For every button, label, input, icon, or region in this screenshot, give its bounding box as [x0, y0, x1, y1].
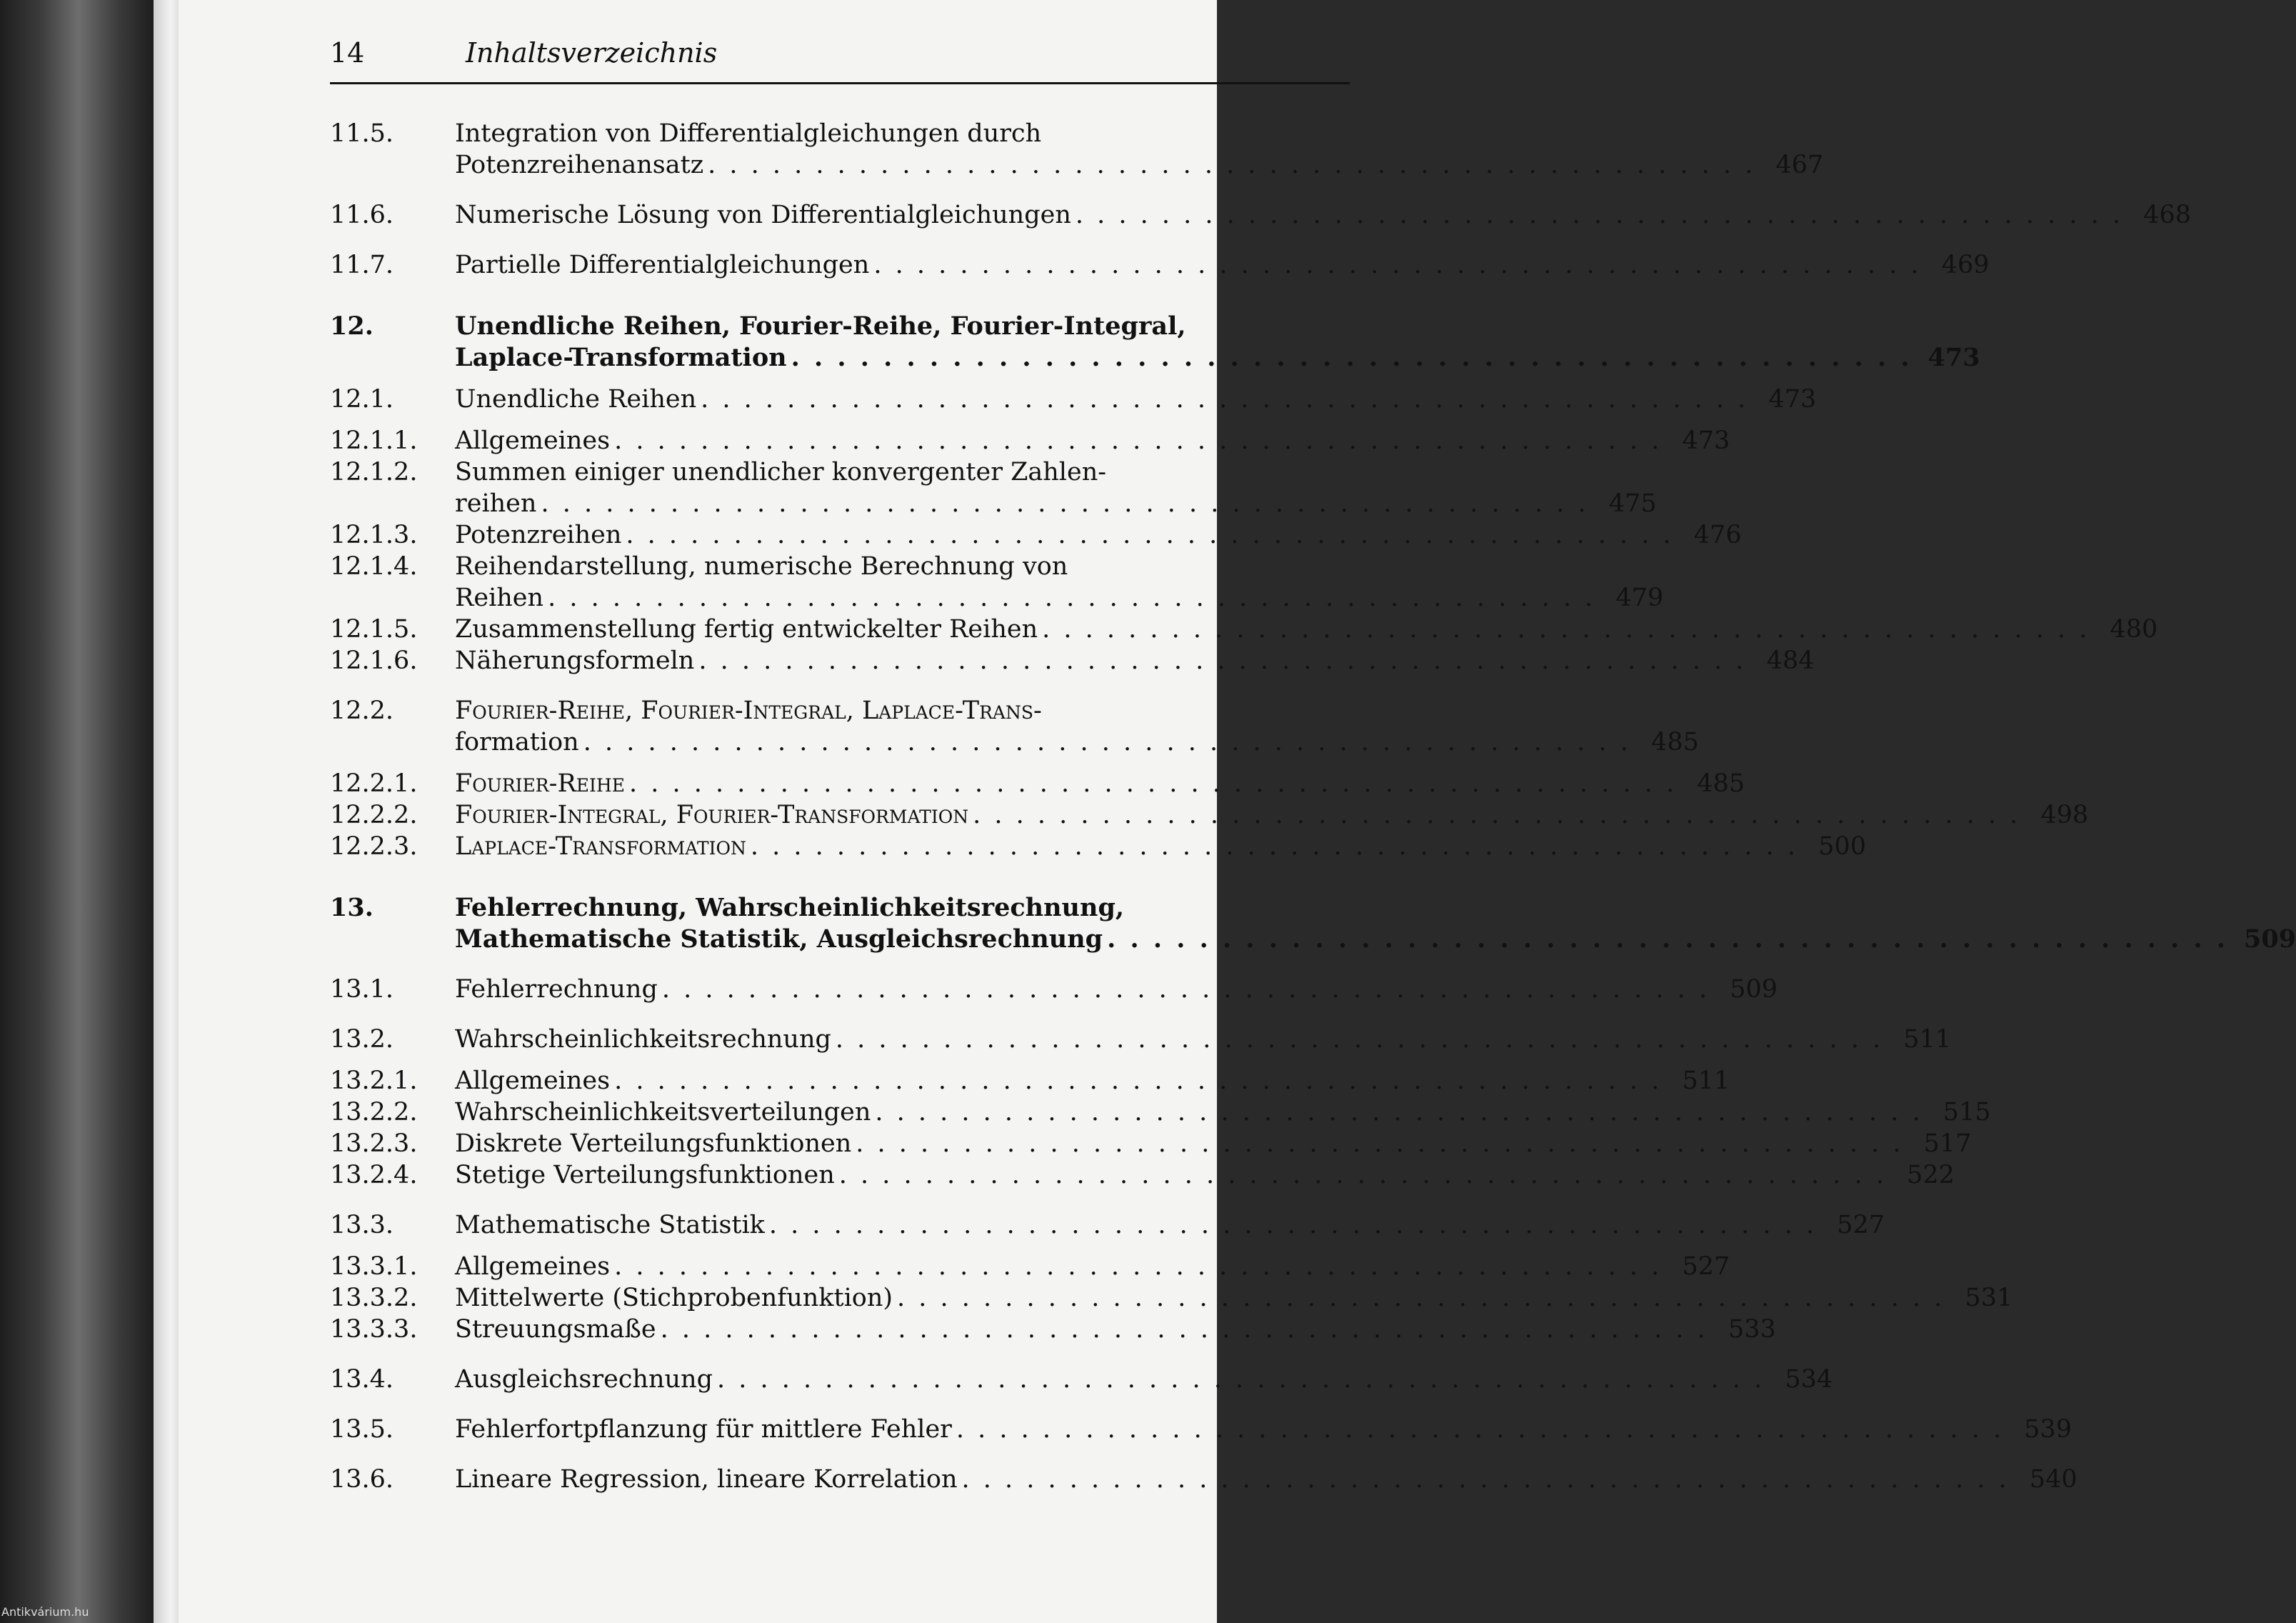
entry-number: 12.1.1.	[330, 426, 418, 455]
entry-title-line-1: Reihendarstellung, numerische Berechnung von	[455, 552, 1068, 581]
entry-number: 13.3.1.	[330, 1252, 418, 1281]
entry-number: 12.2.	[330, 696, 394, 725]
toc-entry-13-6[interactable]	[330, 1464, 2077, 1495]
toc-entry-13-2-1[interactable]	[330, 1065, 1730, 1097]
entry-title-text: Stetige Verteilungsfunktionen	[455, 1161, 835, 1189]
entry-number: 12.1.3.	[330, 521, 418, 549]
entry-title-line-1: Unendliche Reihen, Fourier-Reihe, Fourier-Integral,	[455, 311, 1186, 341]
dot-leader	[625, 768, 1677, 799]
entry-title-text: Unendliche Reihen	[455, 385, 697, 414]
dot-leader	[765, 1209, 1817, 1241]
dot-leader	[1038, 614, 2090, 645]
entry-title	[455, 974, 1710, 1005]
dot-leader	[869, 249, 1921, 281]
entry-title-text: Potenzreihen	[455, 521, 622, 549]
dot-leader	[658, 974, 1710, 1005]
entry-title-line-2: Potenzreihenansatz	[455, 151, 704, 179]
book-spine	[0, 0, 157, 1623]
entry-number: 11.5.	[330, 119, 394, 148]
entry-number: 12.2.1.	[330, 769, 418, 798]
toc-entry-12-2-3[interactable]	[330, 831, 1867, 862]
entry-title-line-2: Reihen	[455, 584, 544, 612]
entry-title	[455, 1209, 1817, 1241]
entry-title	[455, 892, 2228, 955]
toc-entry-12-1-6[interactable]	[330, 645, 1815, 676]
dot-leader	[536, 488, 1588, 519]
entry-title-text: Ausgleichsrechnung	[455, 1365, 713, 1394]
entry-number: 13.1.	[330, 975, 394, 1004]
entry-page: 484	[1766, 646, 1815, 675]
entry-title-text: Allgemeines	[455, 1067, 611, 1095]
toc-entry-13-2[interactable]	[330, 1024, 1952, 1055]
toc-entry-13-5[interactable]	[330, 1414, 2072, 1445]
entry-number: 12.	[330, 311, 374, 341]
entry-title-text: Wahrscheinlichkeitsverteilungen	[455, 1098, 871, 1127]
toc-entry-13-3-3[interactable]	[330, 1314, 1776, 1345]
entry-page: 531	[1965, 1284, 2013, 1312]
dot-leader	[543, 582, 1595, 614]
toc-entry-12-1-2[interactable]	[330, 456, 1657, 519]
entry-page: 473	[1768, 385, 1817, 414]
entry-number: 12.1.5.	[330, 615, 418, 644]
entry-title-text: Fourier-Reihe	[455, 769, 625, 798]
dot-leader	[1071, 199, 2123, 231]
entry-title	[455, 1364, 1765, 1395]
dot-leader	[703, 149, 1755, 181]
entry-page: 467	[1775, 151, 1824, 179]
entry-title	[455, 551, 1595, 614]
entry-page: 534	[1785, 1365, 1833, 1394]
entry-title	[455, 519, 1674, 551]
entry-page: 473	[1927, 343, 1980, 372]
entry-title	[455, 199, 2123, 231]
page-edge	[154, 0, 182, 1623]
toc-entry-11-6[interactable]	[330, 199, 2192, 231]
entry-title	[455, 384, 1748, 415]
entry-title-line-1: Summen einiger unendlicher konvergenter Zahlen-	[455, 458, 1107, 486]
entry-title-text: Partielle Differentialgleichungen	[455, 251, 870, 279]
entry-page: 500	[1818, 832, 1867, 861]
page-number: 14	[330, 37, 365, 69]
watermark: Antikvárium.hu	[1, 1605, 89, 1619]
entry-title	[455, 249, 1922, 281]
book-page	[179, 0, 2296, 1623]
entry-page: 485	[1697, 769, 1745, 798]
dot-leader	[958, 1464, 2010, 1495]
entry-title-text: Allgemeines	[455, 1252, 611, 1281]
entry-title	[455, 695, 1631, 758]
entry-number: 13.	[330, 893, 374, 922]
entry-title-text: Zusammenstellung fertig entwickelter Reihen	[455, 615, 1038, 644]
entry-number: 13.2.	[330, 1025, 394, 1054]
entry-title-line-2: formation	[455, 728, 579, 756]
entry-number: 12.1.	[330, 385, 394, 414]
dot-leader	[787, 342, 1913, 374]
entry-title-text: Fehlerfortpflanzung für mittlere Fehler	[455, 1415, 952, 1444]
dot-leader	[952, 1414, 2004, 1445]
entry-page: 527	[1682, 1252, 1730, 1281]
toc-entry-13-2-3[interactable]	[330, 1128, 1972, 1159]
entry-title-line-2: Laplace-Transformation	[455, 343, 787, 372]
toc-entry-12-1-4[interactable]	[330, 551, 1664, 614]
entry-page: 515	[1942, 1098, 1991, 1127]
entry-page: 539	[2024, 1415, 2072, 1444]
toc-entry-12-2-1[interactable]	[330, 768, 1745, 799]
entry-title-text: Laplace-Transformation	[455, 832, 746, 861]
entry-number: 12.1.6.	[330, 646, 418, 675]
dot-leader	[579, 726, 1631, 758]
entry-page: 522	[1907, 1161, 1955, 1189]
entry-number: 13.5.	[330, 1415, 394, 1444]
entry-title	[455, 1159, 1887, 1191]
entry-title-text: Diskrete Verteilungsfunktionen	[455, 1129, 852, 1158]
entry-number: 12.1.2.	[330, 458, 418, 486]
header-title: Inhaltsverzeichnis	[466, 37, 718, 69]
entry-title-text: Streuungsmaße	[455, 1315, 656, 1344]
entry-number: 11.7.	[330, 251, 394, 279]
toc-entry-12-2-2[interactable]	[330, 799, 2089, 831]
entry-title-text: Allgemeines	[455, 426, 611, 455]
dot-leader	[610, 425, 1662, 456]
entry-page: 509	[1730, 975, 1778, 1004]
entry-title-line-1: Fourier-Reihe, Fourier-Integral, Laplace-Trans-	[455, 696, 1042, 725]
dot-leader	[610, 1251, 1662, 1282]
entry-title	[455, 799, 2020, 831]
entry-number: 13.3.3.	[330, 1315, 418, 1344]
entry-page: 468	[2143, 201, 2192, 229]
toc-entry-13-2-4[interactable]	[330, 1159, 1955, 1191]
dot-leader	[694, 645, 1746, 676]
entry-page: 469	[1941, 251, 1990, 279]
entry-page: 533	[1728, 1315, 1776, 1344]
entry-title	[455, 831, 1798, 862]
toc-entry-11-7[interactable]	[330, 249, 1990, 281]
dot-leader	[968, 799, 2020, 831]
toc-entry-13-3[interactable]	[330, 1209, 1885, 1241]
entry-page: 511	[1903, 1025, 1952, 1054]
entry-number: 12.2.3.	[330, 832, 418, 861]
entry-title	[455, 1065, 1662, 1097]
entry-title	[455, 645, 1747, 676]
entry-page: 517	[1923, 1129, 1972, 1158]
entry-title-line-1: Fehlerrechnung, Wahrscheinlichkeitsrechnung,	[455, 893, 1125, 922]
entry-title-line-1: Integration von Differentialgleichungen durch	[455, 119, 1042, 148]
entry-number: 13.2.4.	[330, 1161, 418, 1189]
dot-leader	[656, 1314, 1708, 1345]
entry-page: 511	[1682, 1067, 1730, 1095]
entry-title	[455, 311, 1913, 374]
dot-leader	[713, 1364, 1765, 1395]
dot-leader	[1103, 924, 2228, 955]
entry-title-line-2: reihen	[455, 489, 537, 518]
entry-page: 485	[1651, 728, 1699, 756]
toc-entry-13-4[interactable]	[330, 1364, 1833, 1395]
dot-leader	[610, 1065, 1662, 1097]
entry-number: 12.1.4.	[330, 552, 418, 581]
entry-title	[455, 1024, 1883, 1055]
toc-entry-12[interactable]	[330, 311, 1980, 374]
toc-entry-13-1[interactable]	[330, 974, 1778, 1005]
toc-entry-12-2[interactable]	[330, 695, 1699, 758]
entry-page: 540	[2029, 1465, 2077, 1494]
entry-page: 527	[1837, 1211, 1885, 1239]
toc-entry-12-1-3[interactable]	[330, 519, 1742, 551]
entry-page: 480	[2110, 615, 2158, 644]
entry-page: 509	[2244, 924, 2296, 954]
entry-title-text: Lineare Regression, lineare Korrelation	[455, 1465, 958, 1494]
entry-title	[455, 1282, 1945, 1314]
entry-number: 13.3.2.	[330, 1284, 418, 1312]
entry-number: 13.6.	[330, 1465, 394, 1494]
toc-entry-12-1[interactable]	[330, 384, 1817, 415]
entry-title-text: Wahrscheinlichkeitsrechnung	[455, 1025, 831, 1054]
entry-number: 12.2.2.	[330, 801, 418, 829]
entry-title	[455, 1251, 1662, 1282]
dot-leader	[831, 1024, 1883, 1055]
entry-number: 13.3.	[330, 1211, 394, 1239]
dot-leader	[835, 1159, 1887, 1191]
entry-page: 473	[1682, 426, 1730, 455]
toc-entry-13-3-2[interactable]	[330, 1282, 2013, 1314]
entry-title	[455, 614, 2090, 645]
entry-title-text: Fehlerrechnung	[455, 975, 658, 1004]
header-rule	[330, 82, 1350, 84]
entry-title-line-2: Mathematische Statistik, Ausgleichsrechnung	[455, 924, 1103, 954]
dot-leader	[893, 1282, 1945, 1314]
entry-number: 13.2.2.	[330, 1098, 418, 1127]
entry-title	[455, 425, 1662, 456]
entry-number: 13.2.3.	[330, 1129, 418, 1158]
table-of-contents	[330, 118, 2296, 1495]
entry-page: 479	[1615, 584, 1664, 612]
toc-entry-11-5[interactable]	[330, 118, 1824, 181]
entry-number: 13.4.	[330, 1365, 394, 1394]
dot-leader	[621, 519, 1673, 551]
entry-title-text: Numerische Lösung von Differentialgleichungen	[455, 201, 1071, 229]
entry-title	[455, 1128, 1903, 1159]
dot-leader	[696, 384, 1748, 415]
entry-title	[455, 1414, 2004, 1445]
entry-title-text: Fourier-Integral, Fourier-Transformation	[455, 801, 969, 829]
entry-number: 11.6.	[330, 201, 394, 229]
toc-entry-13-3-1[interactable]	[330, 1251, 1730, 1282]
entry-number: 13.2.1.	[330, 1067, 418, 1095]
dot-leader	[851, 1128, 1903, 1159]
running-header	[330, 37, 1351, 80]
entry-title	[455, 1314, 1708, 1345]
entry-title	[455, 768, 1677, 799]
toc-entry-13-2-2[interactable]	[330, 1097, 1991, 1128]
entry-title-text: Mittelwerte (Stichprobenfunktion)	[455, 1284, 893, 1312]
entry-title-text: Mathematische Statistik	[455, 1211, 765, 1239]
entry-title	[455, 118, 1755, 181]
entry-title	[455, 1097, 1923, 1128]
entry-page: 475	[1608, 489, 1657, 518]
entry-page: 476	[1693, 521, 1742, 549]
entry-title-text: Näherungsformeln	[455, 646, 695, 675]
entry-title	[455, 456, 1589, 519]
dot-leader	[746, 831, 1798, 862]
toc-entry-12-1-5[interactable]	[330, 614, 2158, 645]
entry-title	[455, 1464, 2010, 1495]
toc-entry-13[interactable]	[330, 892, 2296, 955]
toc-entry-12-1-1[interactable]	[330, 425, 1730, 456]
dot-leader	[871, 1097, 1922, 1128]
entry-page: 498	[2040, 801, 2089, 829]
